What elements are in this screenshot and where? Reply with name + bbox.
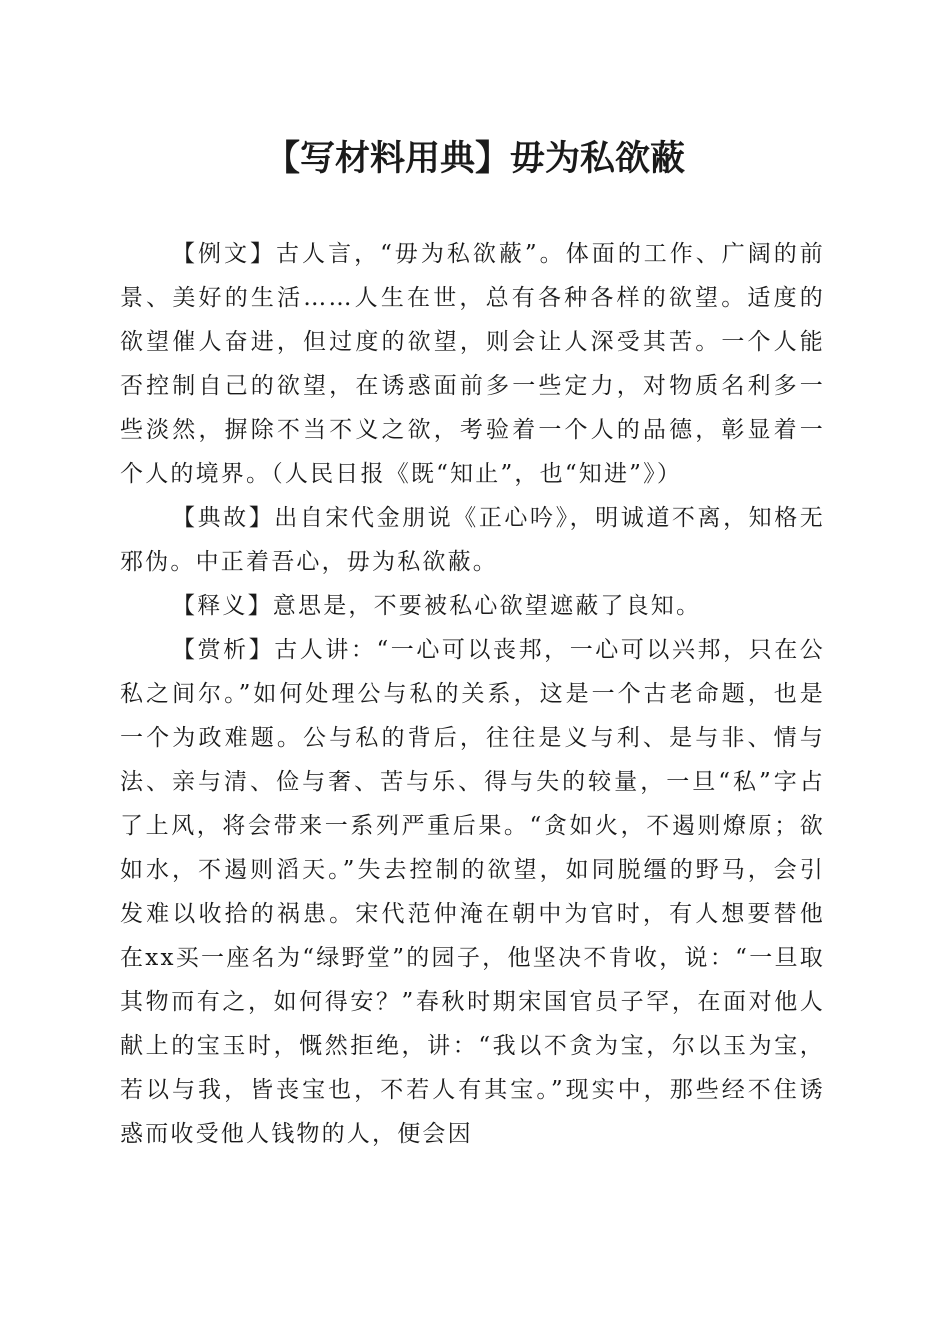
paragraph-allusion: 【典故】出自宋代金朋说《正心吟》，明诚道不离，知格无邪伪。中正着吾心，毋为私欲蔽。 (120, 505, 825, 575)
document-body (120, 232, 825, 1156)
paragraph-appreciation: 【赏析】古人讲：“一心可以丧邦，一心可以兴邦，只在公私之间尔。”如何处理公与私的关系，这是一个古老命题，也是一个为政难题。公与私的背后，往往是义与利、是与非、情与法、亲与清、俭与奢、苦与乐、得与失的较量，一旦“私”字占了上风，将会带来一系列严重后果。“贪如火，不遏则燎原；欲如水，不遏则滔天。”失去控制的欲望，如同脱缰的野马，会引发难以收拾的祸患。宋代范仲淹在朝中为官时，有人想要替他在xx买一座名为“绿野堂”的园子，他坚决不肯收，说：“一旦取其物而有之，如何得安？”春秋时期宋国官员子罕，在面对他人献上的宝玉时，慨然拒绝，讲：“我以不贪为宝，尔以玉为宝，若以与我，皆丧宝也，不若人有其宝。”现实中，那些经不住诱惑而收受他人钱物的人，便会因 (120, 637, 825, 1147)
paragraph-meaning: 【释义】意思是，不要被私心欲望遮蔽了良知。 (172, 593, 702, 619)
document-title: 【写材料用典】毋为私欲蔽 (264, 139, 685, 179)
paragraph-example: 【例文】古人言，“毋为私欲蔽”。体面的工作、广阔的前景、美好的生活……人生在世，总有各种各样的欲望。适度的欲望催人奋进，但过度的欲望，则会让人深受其苦。一个人能否控制自己的欲望，在诱惑面前多一些定力，对物质名利多一些淡然，摒除不当不义之欲，考验着一个人的品德，彰显着一个人的境界。（人民日报《既“知止”，也“知进”》） (120, 241, 825, 487)
